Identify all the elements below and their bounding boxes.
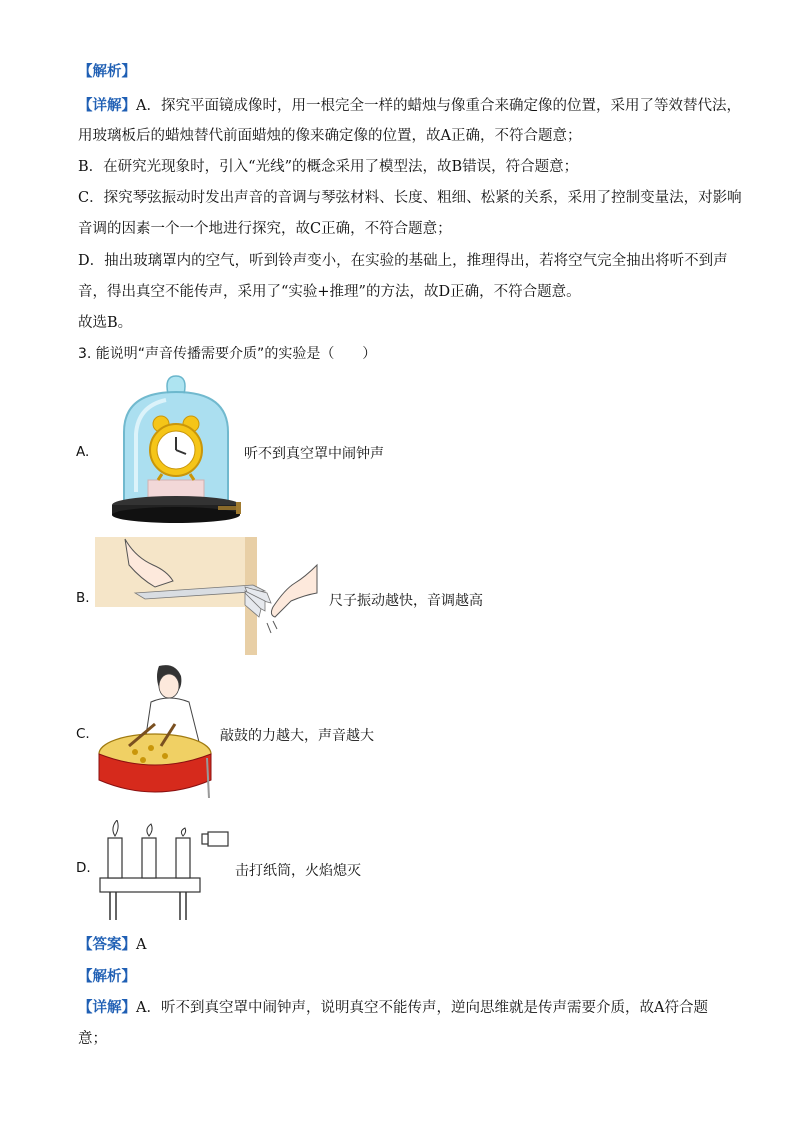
- drum-figure: [95, 662, 217, 804]
- analysis2-detail-tag: 【详解】: [78, 999, 136, 1016]
- option-c-caption: 敲鼓的力越大，声音越大: [220, 728, 374, 744]
- answer-value: A: [136, 937, 147, 953]
- option-d-letter: D.: [76, 860, 91, 876]
- option-a-letter: A.: [76, 444, 90, 460]
- analysis2-line-1: [78, 998, 708, 1018]
- detail-line-2: 用玻璃板后的蜡烛替代前面蜡烛的像来确定像的位置，故A正确，不符合题意；: [78, 128, 582, 144]
- answer-tag: 【答案】: [78, 936, 136, 953]
- analysis2-text: A．听不到真空罩中闹钟声，说明真空不能传声，逆向思维就是传声需要介质，故A符合题: [136, 1000, 708, 1016]
- detail-text: A．探究平面镜成像时，用一根完全一样的蜡烛与像重合来确定像的位置，采用了等效替代法，: [136, 98, 741, 114]
- detail-tag: 【详解】: [78, 97, 136, 114]
- detail-line-4: C．探究琴弦振动时发出声音的音调与琴弦材料、长度、粗细、松紧的关系，采用了控制变量法，对影响: [78, 190, 742, 206]
- bell-jar-figure: [106, 372, 246, 527]
- detail-line-3: B．在研究光现象时，引入“光线”的概念采用了模型法，故B错误，符合题意；: [78, 159, 579, 175]
- detail-line-6: D．抽出玻璃罩内的空气，听到铃声变小，在实验的基础上，推理得出，若将空气完全抽出将听不到声: [78, 253, 728, 269]
- question-stem: 3. 能说明“声音传播需要介质”的实验是（ ）: [78, 346, 377, 362]
- option-b-letter: B.: [76, 590, 90, 606]
- option-d-caption: 击打纸筒，火焰熄灭: [235, 863, 361, 879]
- detail-line-1: [78, 96, 741, 116]
- candles-figure: [98, 820, 234, 922]
- ruler-figure: [95, 537, 323, 655]
- detail-line-7: 音，得出真空不能传声，采用了“实验+推理”的方法，故D正确，不符合题意。: [78, 284, 581, 300]
- analysis2-heading: 【解析】: [78, 968, 136, 985]
- conclusion-line: 故选B。: [78, 315, 133, 331]
- answer-line: [78, 935, 146, 955]
- detail-line-5: 音调的因素一个一个地进行探究，故C正确，不符合题意；: [78, 221, 452, 237]
- option-a-caption: 听不到真空罩中闹钟声: [244, 446, 384, 462]
- analysis-heading: 【解析】: [78, 63, 136, 80]
- option-b-caption: 尺子振动越快，音调越高: [329, 593, 483, 609]
- option-c-letter: C.: [76, 726, 90, 742]
- analysis2-line-2: 意；: [78, 1031, 107, 1047]
